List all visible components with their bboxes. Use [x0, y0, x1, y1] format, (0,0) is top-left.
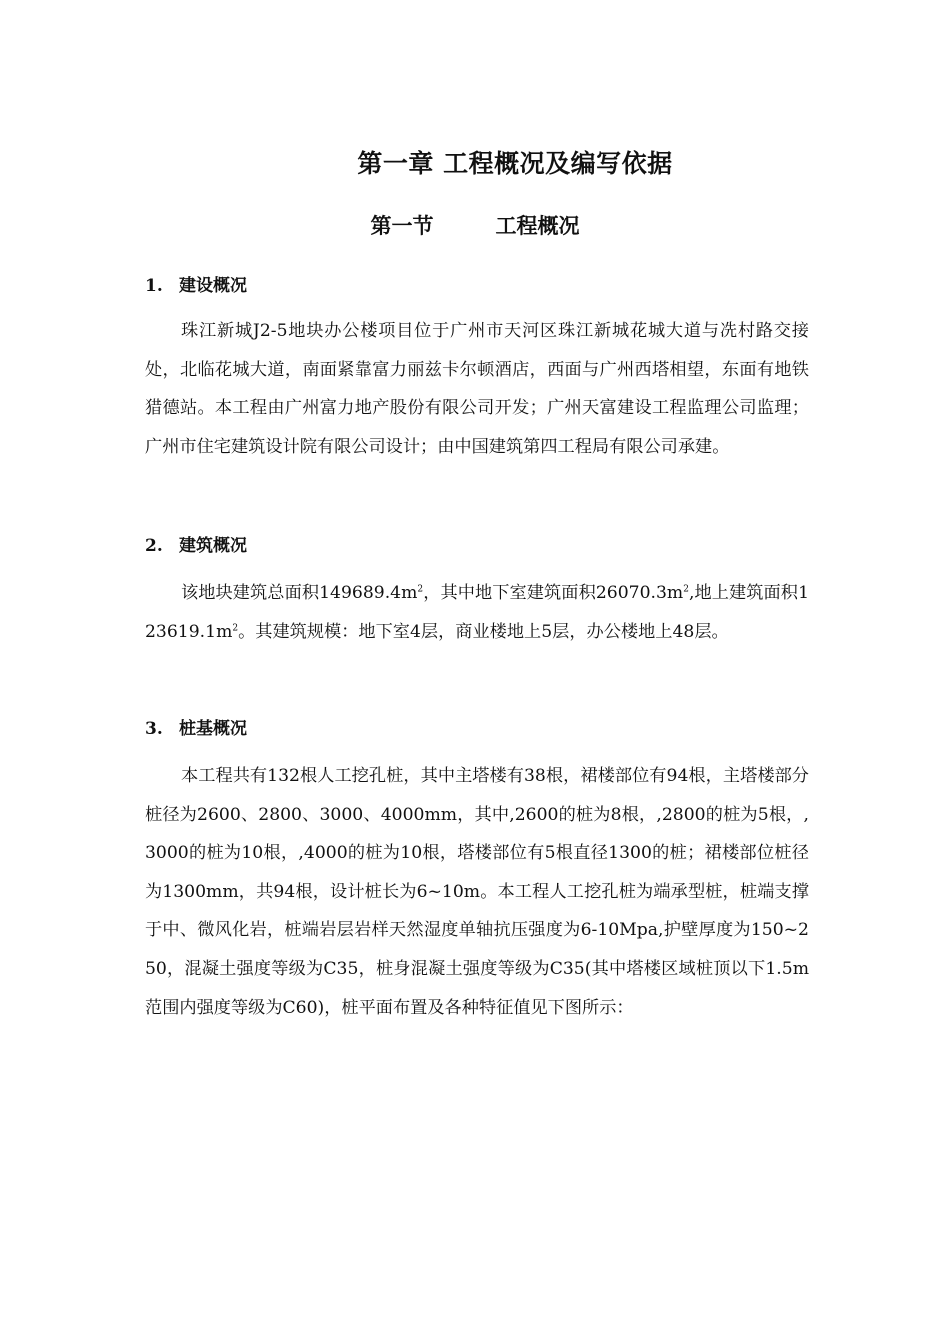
paragraph-piles: 本工程共有132根人工挖孔桩，其中主塔楼有38根，裙楼部位有94根，主塔楼部分桩径为2600、2800、3000、4000mm，其中,2600的桩为8根，,2800的桩为5根，,3000的桩为10根，,4000的桩为10根，塔楼部位有5根直径1300的桩；裙楼部位桩径为1300mm，共94根，设计桩长为6~10m。本工程人工挖孔桩为端承型桩，桩端支撑于中、微风化岩，桩端岩层岩样天然湿度单轴抗压强度为6-10Mpa,护壁厚度为150~250，混凝土强度等级为C35，桩身混凝土强度等级为C35(其中塔楼区域桩顶以下1.5m范围内强度等级为C60)，桩平面布置及各种特征值见下图所示：	[145, 766, 809, 1018]
item-heading-1	[145, 273, 247, 299]
superscript: 2	[417, 584, 424, 595]
item-number-1: 1.	[145, 276, 163, 296]
paragraph-building	[145, 574, 809, 651]
item-title-2: 建筑概况	[179, 536, 247, 556]
section-name: 工程概况	[495, 213, 580, 238]
superscript: 2	[683, 584, 689, 595]
superscript: 2	[232, 622, 239, 633]
section-title	[0, 210, 950, 242]
text-run: ,地上建筑面积123619.1m	[145, 583, 809, 642]
item-heading-3	[145, 716, 247, 742]
section-number: 第一节	[370, 213, 434, 238]
text-run: 。其建筑规模：地下室4层，商业楼地上5层，办公楼地上48层。	[238, 621, 729, 642]
item-heading-2	[145, 533, 247, 559]
item-title-3: 桩基概况	[179, 719, 247, 739]
item-number-2: 2.	[145, 536, 163, 556]
paragraph-construction: 珠江新城J2-5地块办公楼项目位于广州市天河区珠江新城花城大道与冼村路交接处，北临花城大道，南面紧靠富力丽兹卡尔顿酒店，西面与广州西塔相望，东面有地铁猎德站。本工程由广州富力地产股份有限公司开发；广州天富建设工程监理公司监理；广州市住宅建筑设计院有限公司设计；由中国建筑第四工程局有限公司承建。	[145, 321, 809, 457]
text-run: ，其中地下室建筑面积26070.3m	[423, 583, 684, 603]
item-title-1: 建设概况	[179, 276, 247, 296]
chapter-title: 第一章 工程概况及编写依据	[357, 149, 673, 178]
item-number-3: 3.	[145, 719, 163, 739]
text-run: 该地块建筑总面积149689.4m	[181, 583, 418, 603]
